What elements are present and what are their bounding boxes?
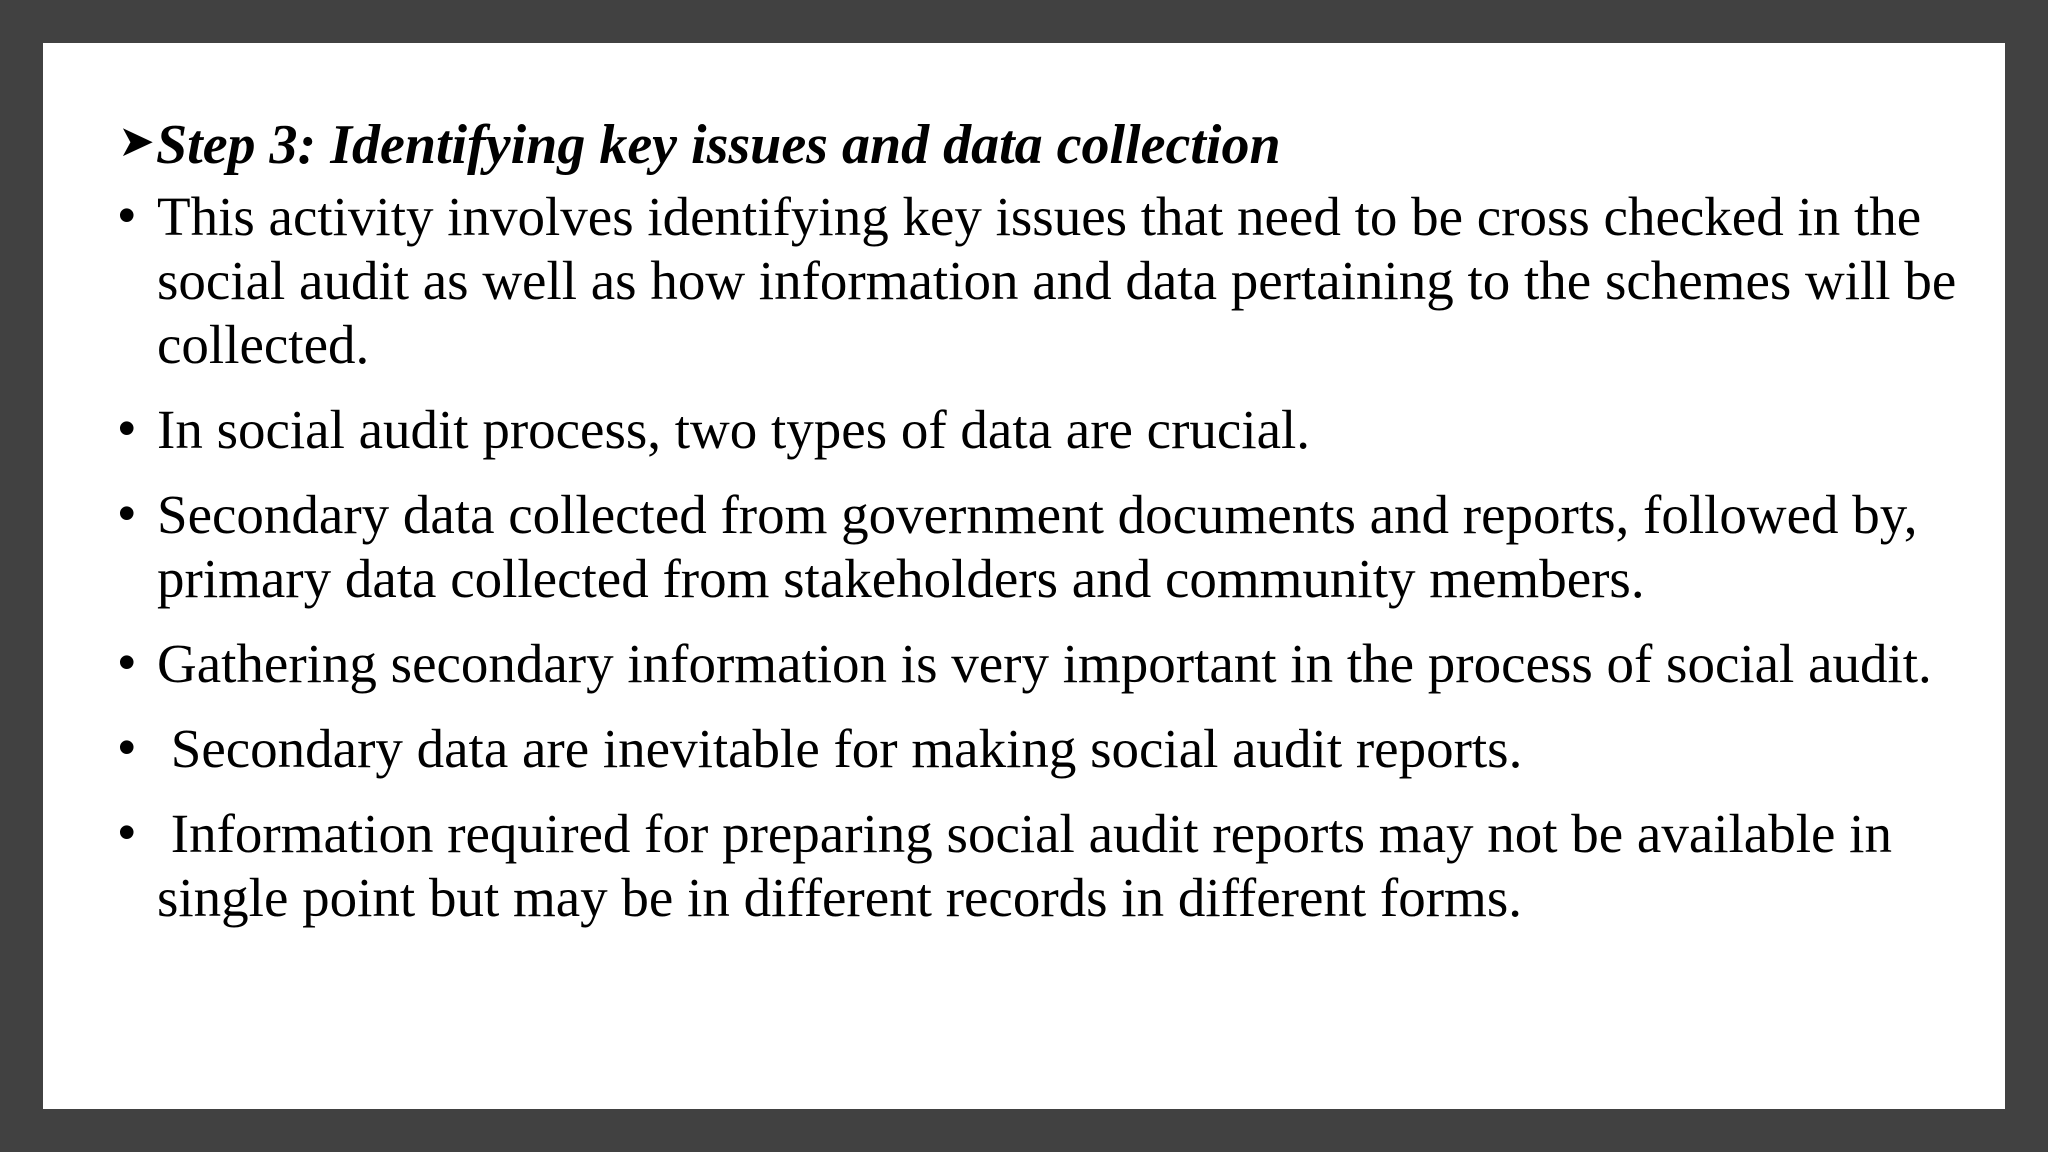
bullet-list	[118, 185, 1970, 930]
arrowhead-bullet-icon: ➤	[118, 116, 155, 167]
bullet-dot-icon: •	[118, 187, 136, 243]
bullet-dot-icon: •	[118, 804, 136, 860]
bullet-item	[118, 802, 1958, 930]
bullet-item	[118, 398, 1958, 462]
bullet-dot-icon: •	[118, 719, 136, 775]
bullet-dot-icon: •	[118, 400, 136, 456]
bullet-item	[118, 185, 1970, 377]
bullet-item	[118, 632, 1958, 696]
slide-heading	[118, 109, 1958, 181]
bullet-dot-icon: •	[118, 634, 136, 690]
bullet-text: In social audit process, two types of data are crucial.	[157, 399, 1311, 460]
slide-heading-text: Step 3: Identifying key issues and data collection	[156, 114, 1281, 176]
bullet-text: Information required for preparing social audit reports may not be available in single point but may be in different records in different forms.	[157, 803, 1906, 928]
slide	[43, 43, 2005, 1109]
bullet-item	[118, 717, 1958, 781]
bullet-text: Secondary data are inevitable for making social audit reports.	[157, 718, 1523, 779]
bullet-item	[118, 483, 1958, 611]
bullet-dot-icon: •	[118, 485, 136, 541]
bullet-text: Secondary data collected from government documents and reports, followed by, primary data collected from stakeholders and community members.	[157, 484, 1932, 609]
bullet-text: Gathering secondary information is very important in the process of social audit.	[157, 633, 1932, 694]
slide-content	[118, 109, 1970, 951]
bullet-text: This activity involves identifying key issues that need to be cross checked in the social audit as well as how information and data pertaining to the schemes will be collected.	[157, 186, 1970, 375]
